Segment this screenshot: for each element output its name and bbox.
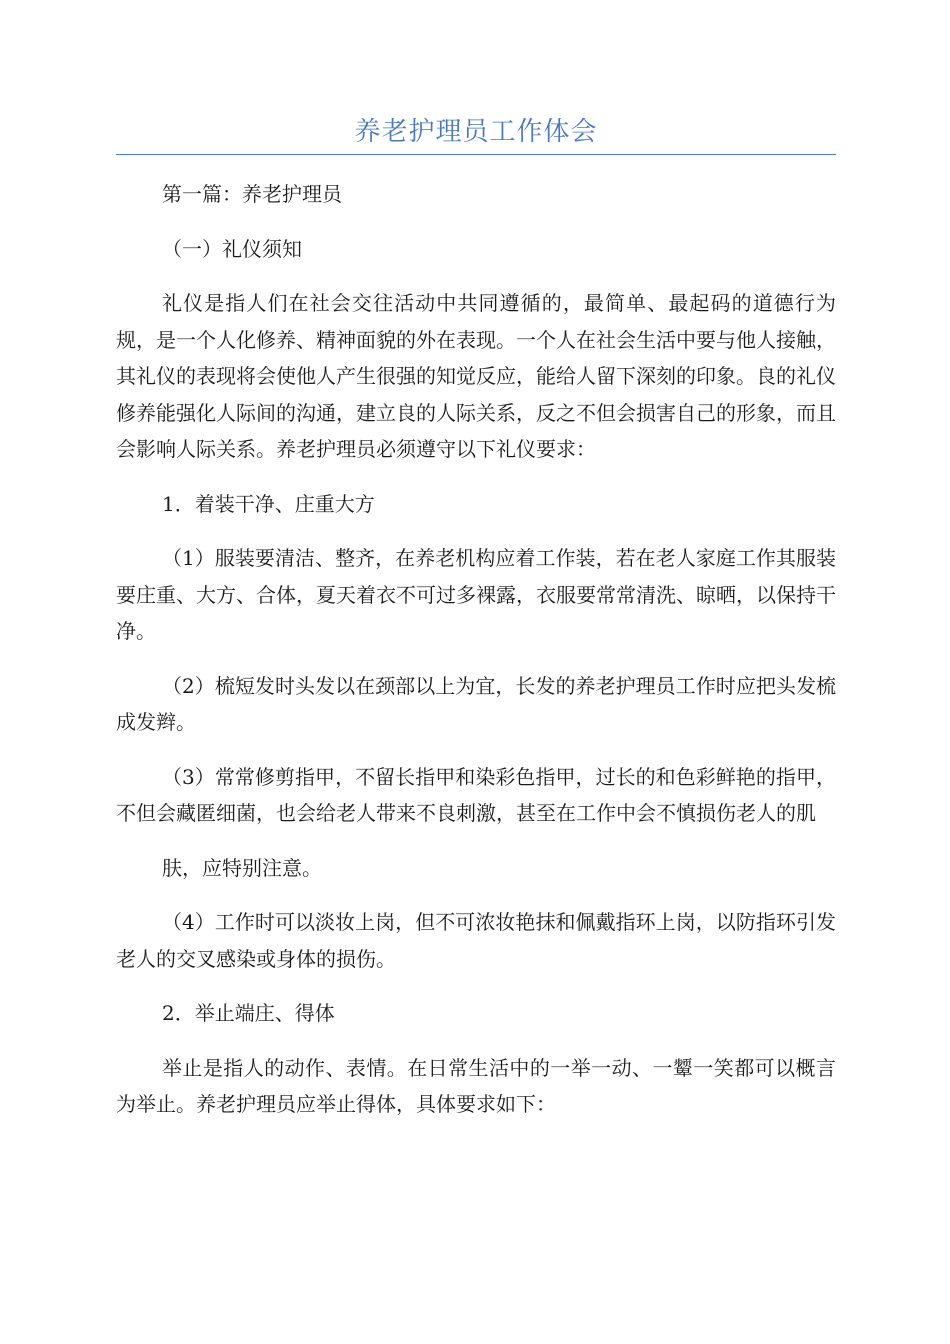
paragraph-behavior-intro: 举止是指人的动作、表情。在日常生活中的一举一动、一颦一笑都可以概言为举止。养老护理员应举止得体，具体要求如下： (116, 1055, 836, 1116)
paragraph-heading-behavior: 2．举止端庄、得体 (162, 1001, 335, 1025)
title-underline (116, 154, 836, 155)
paragraph-dress-item-4: （4）工作时可以淡妆上岗，但不可浓妆艳抹和佩戴指环上岗，以防指环引发老人的交叉感染或身体的损伤。 (116, 910, 836, 971)
paragraph-dress-item-3: （3）常常修剪指甲，不留长指甲和染彩色指甲，过长的和色彩鲜艳的指甲，不但会藏匿细菌，也会给老人带来不良刺激，甚至在工作中会不慎损伤老人的肌 (116, 764, 836, 825)
paragraph-etiquette-intro: 礼仪是指人们在社会交往活动中共同遵循的，最简单、最起码的道德行为规，是一个人化修养、精神面貌的外在表现。一个人在社会生活中要与他人接触，其礼仪的表现将会使他人产生很强的知觉反应，能给人留下深刻的印象。良的礼仪修养能强化人际间的沟通，建立良的人际关系，反之不但会损害自己的形象，而且会影响人际关系。养老护理员必须遵守以下礼仪要求： (116, 291, 836, 461)
paragraph-dress-item-2: （2）梳短发时头发以在颈部以上为宜，长发的养老护理员工作时应把头发梳成发辫。 (116, 673, 836, 734)
paragraph-heading-part-one: 第一篇：养老护理员 (162, 182, 342, 206)
paragraph-dress-item-1: （1）服装要清洁、整齐，在养老机构应着工作装，若在老人家庭工作其服装要庄重、大方、合体，夏天着衣不可过多裸露，衣服要常常清洗、晾晒，以保持干净。 (116, 546, 836, 643)
paragraph-dress-item-3-continued: 肤，应特别注意。 (162, 855, 322, 880)
paragraph-heading-dress: 1．着装干净、庄重大方 (162, 491, 375, 516)
document-title: 养老护理员工作体会 (354, 117, 598, 147)
paragraph-heading-etiquette: （一）礼仪须知 (162, 236, 302, 261)
document-body (116, 176, 836, 1141)
